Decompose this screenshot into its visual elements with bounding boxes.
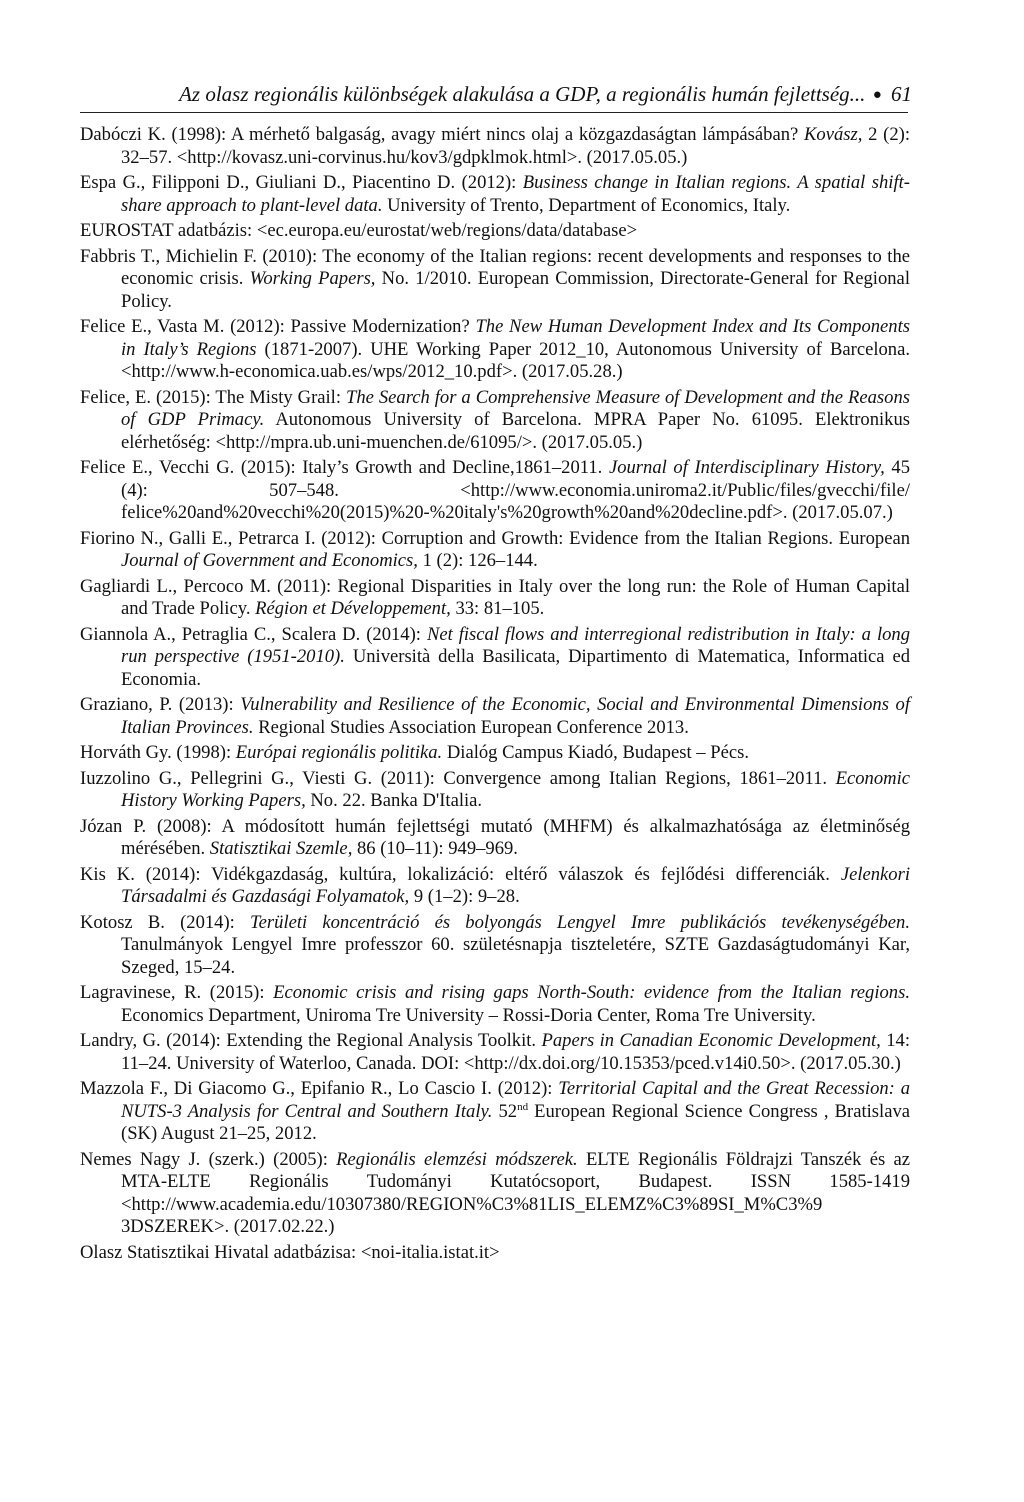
reference-text: Università della Basilicata, Dipartimento di Matematica, Informatica ed Economia.	[121, 646, 910, 690]
reference-entry	[80, 1078, 910, 1146]
reference-italic-text: Economic crisis and rising gaps North-South: evidence from the Italian regions.	[273, 982, 910, 1003]
reference-italic-text: Vulnerability and Resilience of the Economic, Social and Environmental Dimensions of Italian Provinces.	[121, 694, 910, 738]
reference-italic-text: Journal of Interdisciplinary History,	[608, 457, 885, 478]
reference-entry	[80, 624, 910, 692]
reference-entry	[80, 172, 910, 217]
reference-entry	[80, 1030, 910, 1075]
reference-list	[80, 124, 910, 1267]
reference-entry	[80, 982, 910, 1027]
reference-text: Espa G., Filipponi D., Giuliani D., Piacentino D. (2012):	[80, 172, 523, 193]
reference-text: Olasz Statisztikai Hivatal adatbázisa: <noi-italia.istat.it>	[80, 1241, 500, 1263]
reference-text: Graziano, P. (2013):	[80, 694, 241, 715]
reference-text: 2 (2): 32–57. <http://kovasz.uni-corvinus.hu/kov3/gdpklmok.html>. (2017.05.05.)	[121, 124, 910, 168]
reference-entry	[80, 528, 910, 573]
reference-text: Kis K. (2014): Vidékgazdaság, kultúra, lokalizáció: eltérő válaszok és fejlődési differenciák.	[80, 863, 841, 885]
reference-entry	[80, 220, 910, 243]
reference-italic-text: Kovász,	[804, 124, 863, 145]
reference-text: Autonomous University of Barcelona. MPRA Paper No. 61095. Elektronikus elérhetőség: <http://mpra.ub.uni-muenchen.de/61095/>. (2017.05.05.)	[121, 409, 910, 453]
reference-text: ELTE Regionális Földrajzi Tanszék és az MTA-ELTE Regionális Tudományi Kutatócsoport, Budapest. ISSN 1585-1419 <http://www.academia.edu/10307380/REGION%C3%81LIS_ELEMZ%C3%89SI_M%C3%9 3DSZEREK>. (2017.02.22.)	[121, 1148, 910, 1237]
reference-italic-text: Európai regionális politika.	[235, 742, 443, 763]
reference-text: 33: 81–105.	[450, 598, 545, 619]
reference-entry	[80, 246, 910, 314]
reference-text: Felice E., Vecchi G. (2015): Italy’s Growth and Decline,1861–2011.	[80, 457, 609, 478]
reference-text: Fabbris T., Michielin F. (2010): The economy of the Italian regions: recent developments and responses to the economic crisis.	[80, 245, 910, 289]
reference-italic-text: Business change in Italian regions. A spatial shift-share approach to plant-level data.	[121, 172, 910, 216]
reference-entry	[80, 457, 910, 525]
reference-italic-text: Région et Développement,	[255, 598, 451, 619]
reference-text: 9 (1–2): 9–28.	[409, 886, 520, 907]
reference-entry	[80, 1242, 910, 1265]
reference-text: University of Trento, Department of Economics, Italy.	[382, 194, 791, 216]
reference-italic-text: Working Papers,	[249, 268, 376, 289]
reference-text: Fiorino N., Galli E., Petrarca I. (2012): Corruption and Growth: Evidence from the Italian Regions. European	[80, 527, 910, 549]
reference-italic-text: Jelenkori Társadalmi és Gazdasági Folyamatok,	[121, 863, 910, 907]
reference-text: (1871-2007). UHE Working Paper 2012_10, Autonomous University of Barcelona. <http://www.h-economica.uab.es/wps/2012_10.pdf>. (2017.05.28.)	[121, 338, 910, 382]
reference-text: 86 (10–11): 949–969.	[352, 838, 518, 859]
reference-entry	[80, 864, 910, 909]
reference-italic-text: Journal of Government and Economics,	[121, 550, 418, 571]
reference-text: Mazzola F., Di Giacomo G., Epifanio R., Lo Cascio I. (2012):	[80, 1078, 559, 1099]
reference-italic-text: Territorial Capital and the Great Recession: a NUTS-3 Analysis for Central and Southern Italy.	[121, 1078, 910, 1122]
reference-text: Nemes Nagy J. (szerk.) (2005):	[80, 1148, 337, 1170]
reference-text: No. 1/2010. European Commission, Directorate-General for Regional Policy.	[121, 268, 910, 312]
reference-text: Iuzzolino G., Pellegrini G., Viesti G. (2011): Convergence among Italian Regions, 1861–2011.	[80, 767, 836, 789]
reference-italic-text: The New Human Development Index and Its Components in Italy’s Regions	[121, 316, 910, 360]
reference-text: Giannola A., Petraglia C., Scalera D. (2014):	[80, 623, 427, 645]
reference-entry	[80, 387, 910, 455]
reference-entry	[80, 768, 910, 813]
reference-entry	[80, 576, 910, 621]
reference-text: EUROSTAT adatbázis: <ec.europa.eu/eurostat/web/regions/data/database>	[80, 220, 638, 241]
reference-text: Gagliardi L., Percoco M. (2011): Regional Disparities in Italy over the long run: the Role of Human Capital and Trade Policy.	[80, 575, 910, 619]
reference-italic-text: Statisztikai Szemle,	[209, 838, 353, 859]
reference-italic-text: Economic History Working Papers,	[121, 767, 910, 811]
reference-text: Dialóg Campus Kiadó, Budapest – Pécs.	[442, 742, 749, 763]
reference-text: 1 (2): 126–144.	[417, 550, 538, 571]
reference-text: Felice E., Vasta M. (2012): Passive Modernization?	[80, 316, 476, 337]
reference-text: Horváth Gy. (1998):	[80, 742, 236, 763]
reference-entry	[80, 816, 910, 861]
reference-text: 52	[492, 1100, 518, 1122]
reference-italic-text: The Search for a Comprehensive Measure of Development and the Reasons of GDP Primacy.	[121, 386, 910, 430]
reference-text: Landry, G. (2014): Extending the Regional Analysis Toolkit.	[80, 1030, 542, 1051]
reference-text: Felice, E. (2015): The Misty Grail:	[80, 386, 346, 408]
running-header	[172, 80, 912, 109]
reference-text: Józan P. (2008): A módosított humán fejlettségi mutató (MHFM) és alkalmazhatósága az életminőség mérésében.	[80, 815, 910, 859]
header-rule	[80, 112, 908, 113]
page-number: 61	[891, 82, 912, 106]
reference-text: 45 (4): 507–548. <http://www.economia.uniroma2.it/Public/files/gvecchi/file/ felice%20and%20vecchi%20(2015)%20-%20italy's%20growth%20and%20decline.pdf>. (2017.05.07.)	[121, 457, 910, 523]
reference-text: European Regional Science Congress , Bratislava (SK) August 21–25, 2012.	[121, 1100, 910, 1144]
reference-entry	[80, 742, 910, 765]
reference-text: Lagravinese, R. (2015):	[80, 982, 274, 1003]
reference-entry	[80, 694, 910, 739]
reference-text: Kotosz B. (2014):	[80, 911, 251, 933]
bullet-icon: ●	[872, 87, 882, 103]
reference-superscript: nd	[517, 1100, 529, 1113]
reference-text: Dabóczi K. (1998): A mérhető balgaság, avagy miért nincs olaj a közgazdaságtan lámpásában?	[80, 124, 805, 145]
reference-entry	[80, 912, 910, 980]
reference-entry	[80, 124, 910, 169]
reference-italic-text: Papers in Canadian Economic Development,	[541, 1030, 881, 1051]
reference-text: 14: 11–24. University of Waterloo, Canada. DOI: <http://dx.doi.org/10.15353/pced.v14i0.50>. (2017.05.30.)	[121, 1030, 911, 1074]
reference-text: Economics Department, Uniroma Tre University – Rossi-Doria Center, Roma Tre University.	[121, 1004, 816, 1026]
reference-text: Regional Studies Association European Conference 2013.	[253, 716, 689, 738]
reference-italic-text: Net fiscal flows and interregional redistribution in Italy: a long run perspective (1951-2010).	[121, 623, 911, 667]
reference-entry	[80, 1149, 910, 1239]
reference-italic-text: Területi koncentráció és bolyongás Lengyel Imre publikációs tevékenységében.	[250, 911, 910, 933]
reference-text: No. 22. Banka D'Italia.	[305, 790, 483, 811]
reference-italic-text: Regionális elemzési módszerek.	[336, 1148, 578, 1170]
reference-entry	[80, 316, 910, 384]
reference-text: Tanulmányok Lengyel Imre professzor 60. születésnapja tiszteletére, SZTE Gazdaságtudományi Kar, Szeged, 15–24.	[121, 934, 910, 978]
running-title: Az olasz regionális különbségek alakulása a GDP, a regionális humán fejlettség...	[179, 82, 866, 106]
